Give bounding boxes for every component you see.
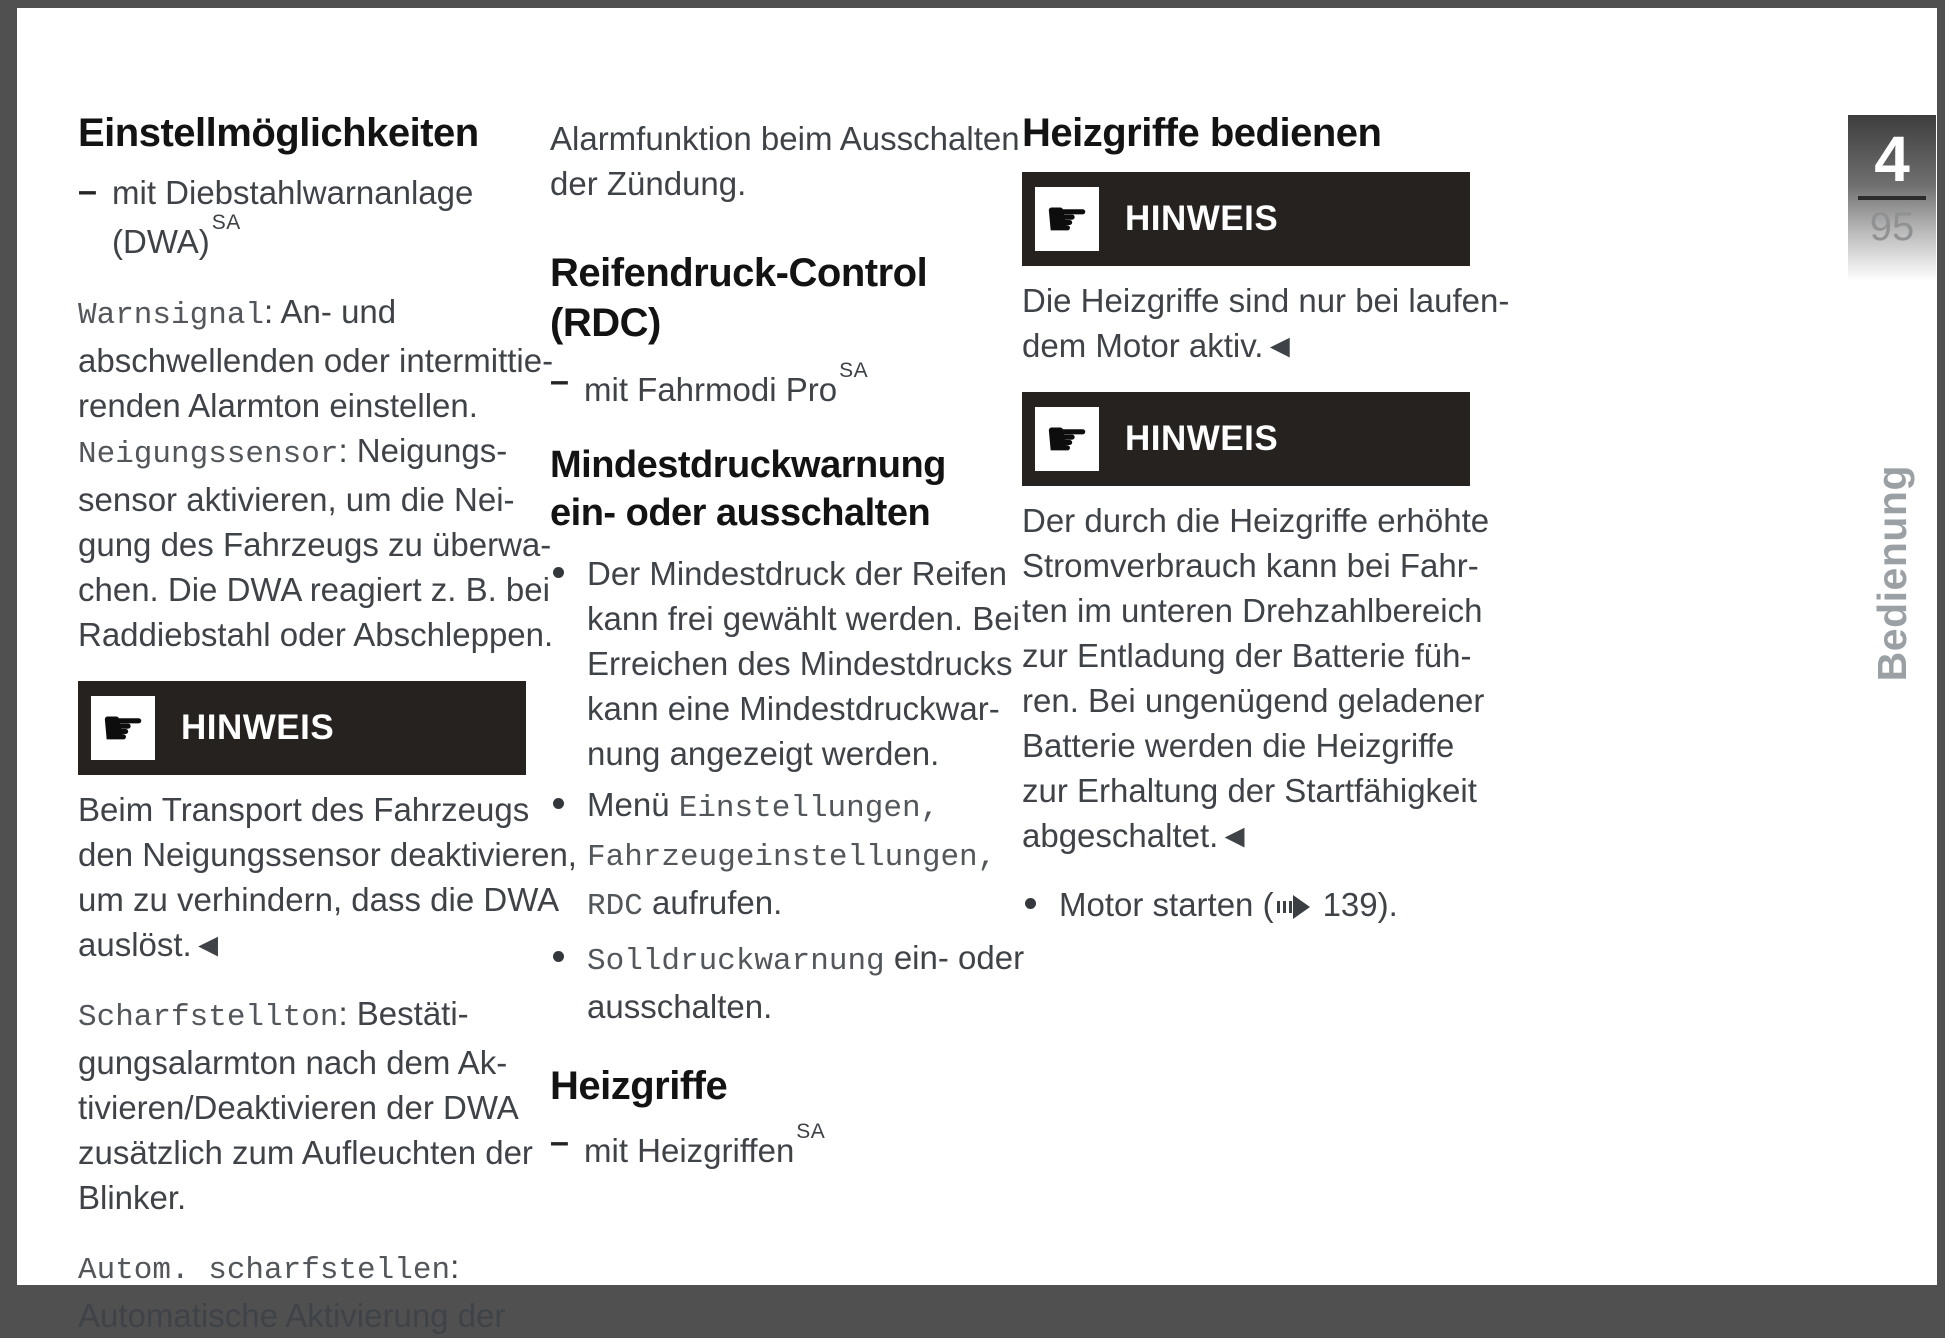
text-segment: zur Entladung der Batterie füh- [1022, 637, 1472, 674]
text-line [1022, 633, 1470, 678]
dash-marker: – [550, 1123, 569, 1161]
text-segment: ren. Bei ungenügend geladener [1022, 682, 1485, 719]
text-segment: Alarmfunktion beim Ausschalten [550, 120, 1020, 157]
section-heading-einstellmoeglichkeiten: Einstellmöglichkeiten [78, 111, 479, 155]
text-segment: Automatische Aktivierung der [78, 1297, 506, 1334]
paragraph-warnsignal [78, 289, 554, 657]
hand-glyph: ☛ [100, 700, 146, 756]
pointing-hand-icon [1035, 407, 1099, 471]
text-segment: zusätzlich zum Aufleuchten der [78, 1134, 533, 1171]
text-line [78, 289, 526, 338]
text-line [587, 984, 998, 1029]
text-line [1059, 882, 1470, 927]
text-segment: gung des Fahrzeugs zu überwa- [78, 526, 552, 563]
text-line [78, 477, 526, 522]
text-segment: abschwellenden oder intermittie- [78, 342, 554, 379]
text-segment: Stromverbrauch kann bei Fahr- [1022, 547, 1479, 584]
text-segment: um zu verhindern, dass die DWA [78, 881, 560, 918]
menu-term: Neigungssensor [78, 437, 339, 472]
paragraph-autom-scharfstellen [78, 1244, 526, 1338]
text-segment: renden Alarmton einstellen. [78, 387, 478, 424]
text-line [1022, 543, 1479, 588]
menu-term: RDC [587, 889, 643, 924]
text-segment: der Zündung. [550, 165, 747, 202]
text-line [550, 116, 1020, 161]
hinweis-label: HINWEIS [1125, 199, 1279, 238]
menu-term: Fahrzeugeinstellungen, [587, 840, 997, 875]
variant-text: mit Heizgriffen [584, 1132, 795, 1169]
text-segment: Der durch die Heizgriffe erhöhte [1022, 502, 1490, 539]
menu-term: Solldruckwarnung [587, 944, 885, 979]
text-line [1022, 588, 1483, 633]
text-line [78, 922, 526, 967]
text-line [78, 428, 526, 477]
text-line [1022, 678, 1485, 723]
pointing-hand-icon [91, 696, 155, 760]
text-segment: zur Erhaltung der Startfähigkeit [1022, 772, 1477, 809]
text-line [587, 686, 998, 731]
text-segment: aufrufen. [642, 884, 783, 921]
text-line [78, 1175, 526, 1220]
text-segment: ausschalten. [587, 988, 773, 1025]
text-line [78, 1085, 526, 1130]
text-segment: gungsalarmton nach dem Ak- [78, 1044, 508, 1081]
menu-term: Autom. scharfstellen [78, 1253, 451, 1288]
text-segment: ten im unteren Drehzahlbereich [1022, 592, 1483, 629]
section-name-vertical: Bedienung [1868, 464, 1915, 682]
text-line [78, 1040, 526, 1085]
text-segment: Menü [587, 786, 679, 823]
equipment-variant [550, 1120, 998, 1172]
sa-superscript: SA [839, 359, 869, 382]
text-line [78, 612, 554, 657]
text-line [1022, 323, 1470, 368]
text-line [78, 1130, 533, 1175]
text-segment: : An- und [264, 293, 397, 330]
hinweis-label: HINWEIS [181, 708, 335, 747]
paragraph-note-stromverbrauch [1022, 498, 1490, 858]
text-line [550, 161, 998, 206]
text-line [78, 991, 526, 1040]
text-line [78, 877, 560, 922]
chapter-number: 4 [1874, 123, 1910, 195]
variant-text: mit Fahrmodi Pro [584, 371, 838, 408]
paragraph-continuation [550, 116, 1020, 206]
section-heading-rdc: Reifendruck-Control (RDC) [550, 251, 928, 345]
text-line [78, 1293, 526, 1338]
bullet-icon [553, 567, 564, 578]
text-line [587, 551, 1008, 596]
hinweis-box [1022, 172, 1470, 266]
text-segment: kann frei gewählt werden. Bei [587, 600, 1020, 637]
text-segment: den Neigungssensor deaktivieren, [78, 836, 577, 873]
subsection-heading-mindestdruckwarnung: Mindestdruckwarnung ein- oder ausschalten [550, 444, 946, 534]
section-heading-heizgriffe-bedienen: Heizgriffe bedienen [1022, 111, 1382, 155]
hinweis-label: HINWEIS [1125, 419, 1279, 458]
text-segment: Der Mindestdruck der Reifen [587, 555, 1008, 592]
text-line [1022, 768, 1477, 813]
text-segment: dem Motor aktiv.◄ [1022, 327, 1297, 364]
chapter-side-label [1848, 428, 1936, 718]
dash-marker: – [550, 362, 569, 400]
list-item [550, 782, 998, 929]
column-right [1022, 108, 1510, 933]
text-line [1022, 813, 1470, 858]
text-line [78, 1244, 526, 1293]
text-line [587, 880, 998, 929]
arrow-bars [1277, 901, 1294, 913]
text-line [587, 596, 1020, 641]
text-segment: : Neigungs- [338, 432, 508, 469]
text-segment: Die Heizgriffe sind nur bei laufen- [1022, 282, 1510, 319]
paragraph-note-transport [78, 787, 577, 967]
text-segment: Motor starten ( [1059, 886, 1274, 923]
equipment-variant [78, 172, 526, 263]
text-line [1022, 498, 1490, 543]
text-segment: Blinker. [78, 1179, 187, 1216]
text-line [78, 832, 577, 877]
text-segment: ein- oder [884, 939, 1025, 976]
text-line [78, 383, 526, 428]
text-segment: : Bestäti- [338, 995, 469, 1032]
text-line [78, 338, 554, 383]
paragraph-note-motor [1022, 278, 1510, 368]
text-line [78, 787, 530, 832]
text-line [587, 731, 998, 776]
column-left [78, 108, 577, 1338]
paragraph-scharfstellton [78, 991, 533, 1220]
dash-marker: – [78, 172, 97, 210]
menu-term: Scharfstellton [78, 1000, 339, 1035]
list-item [550, 935, 1025, 1029]
text-segment: Beim Transport des Fahrzeugs [78, 791, 530, 828]
text-segment: Batterie werden die Heizgriffe [1022, 727, 1455, 764]
list-item [1022, 882, 1470, 927]
text-segment: : [450, 1248, 460, 1285]
text-segment: 139). [1322, 886, 1398, 923]
tab-divider [1858, 196, 1926, 200]
hinweis-box [1022, 392, 1470, 486]
text-line [587, 831, 998, 880]
bullet-icon [553, 951, 564, 962]
column-middle [550, 116, 1025, 1198]
manual-page [17, 8, 1937, 1334]
hand-glyph: ☛ [1044, 191, 1090, 247]
chapter-tab [1848, 115, 1936, 281]
text-segment: chen. Die DWA reagiert z. B. bei [78, 571, 550, 608]
text-line [587, 782, 998, 831]
equipment-variant [550, 359, 998, 411]
hand-glyph: ☛ [1044, 411, 1090, 467]
page-number: 95 [1869, 205, 1915, 249]
list-item [550, 551, 1020, 776]
text-segment: tivieren/Deaktivieren der DWA [78, 1089, 519, 1126]
menu-term: Einstellungen, [678, 791, 940, 826]
hinweis-box [78, 681, 526, 775]
text-segment: auslöst.◄ [78, 926, 225, 963]
pointing-hand-icon [1035, 187, 1099, 251]
text-segment: kann eine Mindestdruckwar- [587, 690, 1000, 727]
section-heading-heizgriffe: Heizgriffe [550, 1064, 728, 1108]
variant-text: mit Diebstahlwarnanlage (DWA) [112, 174, 474, 260]
text-line [587, 935, 1025, 984]
text-line [1022, 278, 1510, 323]
text-segment: Raddiebstahl oder Abschleppen. [78, 616, 554, 653]
text-segment: sensor aktivieren, um die Nei- [78, 481, 515, 518]
text-line [78, 567, 550, 612]
text-line [78, 522, 552, 567]
sa-superscript: SA [211, 211, 241, 234]
page-ref-arrow-icon [1277, 895, 1314, 919]
text-segment: abgeschaltet.◄ [1022, 817, 1251, 854]
text-line [587, 641, 1013, 686]
text-segment: nung angezeigt werden. [587, 735, 940, 772]
text-line [1022, 723, 1470, 768]
bullet-icon [553, 798, 564, 809]
text-segment: Erreichen des Mindestdrucks [587, 645, 1013, 682]
sa-superscript: SA [796, 1120, 826, 1143]
bullet-icon [1025, 898, 1036, 909]
menu-term: Warnsignal [78, 298, 265, 333]
arrow-head [1293, 895, 1310, 919]
